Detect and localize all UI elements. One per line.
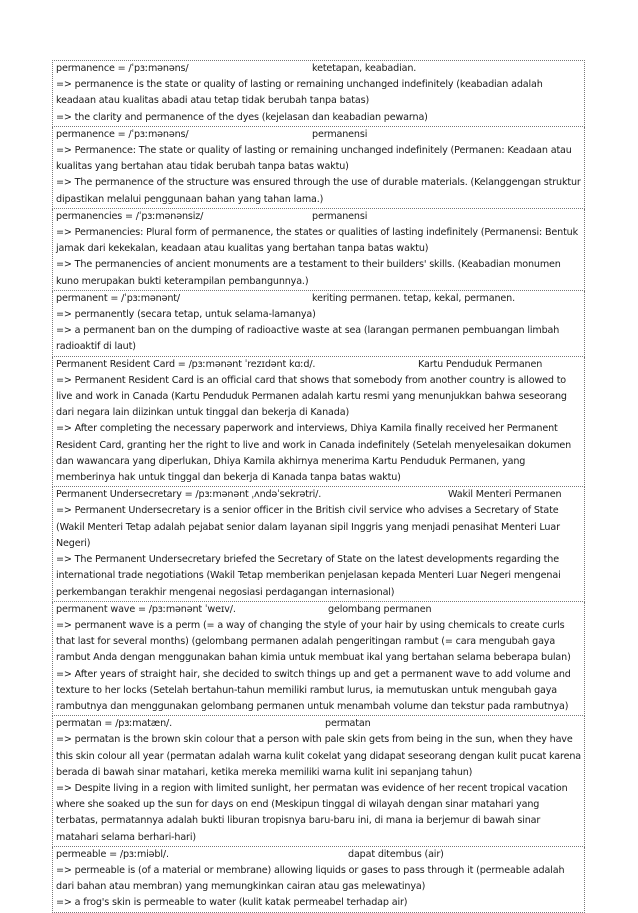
headword: permanence = /ˈpɜːmənəns/ [56,128,189,140]
dictionary-entry [52,487,585,601]
example-text: => The permanence of the structure was ensured through the use of durable materials. (Kelanggengan struktur dipastikan melalui penggunaan bahan yang tahan lama.) [56,177,581,205]
translation: Wakil Menteri Permanen [448,489,562,501]
headword: permeable = /pɜːmiəbl/. [56,848,169,860]
dictionary-entry [52,602,585,716]
definition-text: => permanently (secara tetap, untuk selama-lamanya) [56,309,316,321]
definition-text: => Permanencies: Plural form of permanence, the states or qualities of lasting indefinitely (Permanensi: Bentuk jamak dari kekekalan, keadaan atau kualitas yang bertahan tanpa batas waktu) [56,227,579,255]
translation: ketetapan, keabadian. [312,63,417,74]
translation: permanensi [312,128,368,140]
dictionary-entry [52,60,585,127]
dictionary-entry [52,716,585,847]
definition-text: => permanent wave is a perm (= a way of changing the style of your hair by using chemicals to create curls that last for several months) (gelombang permanen adalah pengeritingan rambut (= cara mengubah gaya rambut Anda dengan menggunakan bahan kimia untuk membuat ikal yang bertahan selama beberapa bulan) [56,619,571,664]
headword: permanencies = /ˈpɜːmənənsiz/ [56,210,204,222]
definition-text: => permatan is the brown skin colour that a person with pale skin gets from being in the sun, when they have this skin colour all year (permatan adalah warna kulit cokelat yang didapat seseorang dengan kulit pucat karena berada di bawah sinar matahari, ketika mereka memiliki warna kulit ini sepanjang tahun) [56,734,582,778]
definition-text: => permeable is (of a material or membrane) allowing liquids or gases to pass through it (permeable adalah dari bahan atau membran) yang memungkinkan cairan atau gas melewatinya) [56,864,565,893]
headword: permanence = /ˈpɜːmənəns/ [56,63,189,74]
example-text: => a permanent ban on the dumping of radioactive waste at sea (larangan permanen pembuangan limbah radioaktif di laut) [56,325,560,353]
example-text: => The Permanent Undersecretary briefed the Secretary of State on the latest developments regarding the international trade negotiations (Wakil Tetap memberikan penjelasan kepada Menteri Luar Negeri mengenai perkembangan terakhir mengenai negosiasi perdagangan internasional) [56,554,561,598]
example-text: => After years of straight hair, she decided to switch things up and get a permanent wave to add volume and texture to her locks (Setelah bertahun-tahun memiliki rambut lurus, ia memutuskan untuk mengubah gaya rambutnya dan menggunakan gelombang permanen untuk menambah volume dan tekstur pada rambutnya) [56,668,571,712]
translation: Kartu Penduduk Permanen [418,358,543,370]
entry-header [56,127,581,143]
dictionary-entry [52,291,585,357]
translation: permanensi [312,210,368,222]
definition-text: => Permanent Undersecretary is a senior officer in the British civil service who advises a Secretary of State (Wakil Menteri Tetap adalah pejabat senior dalam layanan sipil Inggris yang menjadi penasihat Menteri Luar Negeri) [56,505,560,549]
entry-header [56,716,581,732]
dictionary-entry [52,357,585,488]
translation: gelombang permanen [328,603,432,615]
headword: permanent wave = /pɜːmənənt ˈweɪv/. [56,603,236,615]
dictionary-entry [52,127,585,209]
definition-text: => Permanence: The state or quality of lasting or remaining unchanged indefinitely (Permanen: Keadaan atau kualitas yang bertahan atau tidak berubah tanpa batas waktu) [56,145,572,173]
definition-text: => permanence is the state or quality of lasting or remaining unchanged indefinitely (keabadian adalah keadaan atau kualitas abadi atau tetap tidak berubah tanpa batas) [56,79,543,107]
entry-header [56,291,581,307]
dictionary-entry [52,209,585,291]
definition-text: => Permanent Resident Card is an official card that shows that somebody from another country is allowed to live and work in Canada (Kartu Penduduk Permanen adalah kartu resmi yang menunjukkan bahwa seseorang dari negara lain diizinkan untuk tinggal dan bekerja di Kanada) [56,374,567,419]
translation: dapat ditembus (air) [348,848,444,860]
headword: Permanent Undersecretary = /pɜːmənənt ˌʌndəˈsekrətri/. [56,489,322,501]
example-text: => a frog's skin is permeable to water (kulit katak permeabel terhadap air) [56,897,408,909]
example-text: => Despite living in a region with limited sunlight, her permatan was evidence of her recent tropical vacation where she soaked up the sun for days on end (Meskipun tinggal di wilayah dengan sinar matahari yang terbatas, permatannya adalah bukti liburan tropisnya baru-baru ini, di mana ia berjemur di bawah sinar matahari selama berhari-hari) [56,782,568,843]
headword: permanent = /ˈpɜːmənənt/ [56,292,180,304]
entry-header [56,487,581,503]
entry-header [56,209,581,225]
entry-header [56,847,581,863]
example-text: => the clarity and permanence of the dyes (kejelasan dan keabadian pewarna) [56,111,428,123]
vocabulary-document [52,60,585,913]
entry-header [56,61,581,77]
headword: permatan = /pɜːmatæn/. [56,718,172,730]
translation: permatan [325,718,371,730]
headword: Permanent Resident Card = /pɜːmənənt ˈrezɪdənt kɑːd/. [56,358,316,370]
example-text: => The permanencies of ancient monuments are a testament to their builders' skills. (Keabadian monumen kuno merupakan bukti keterampilan pembangunnya.) [56,259,561,287]
entry-header [56,602,581,618]
translation: keriting permanen. tetap, kekal, permanen. [312,292,515,304]
example-text: => After completing the necessary paperwork and interviews, Dhiya Kamila finally received her Permanent Resident Card, granting her the right to live and work in Canada indefinitely (Setelah menyelesaikan dokumen dan wawancara yang diperlukan, Dhiya Kamila akhirnya menerima Kartu Penduduk Permanen, yang memberinya hak untuk tinggal dan bekerja di Kanada tanpa batas waktu) [56,423,572,484]
entry-header [56,357,581,373]
